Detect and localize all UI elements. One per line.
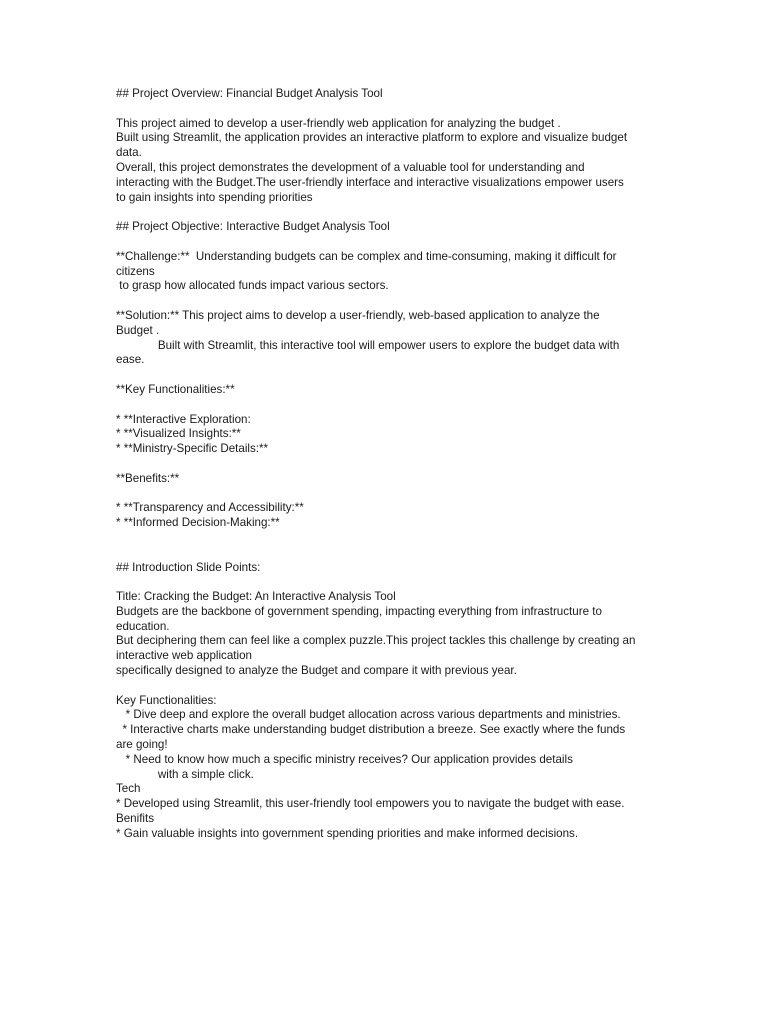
bold-label-line: **Solution:** This project aims to develop a user-friendly, web-based application to analyze the	[116, 308, 600, 322]
text-line: This project aimed to develop a user-friendly web application for analyzing the budget .	[116, 116, 561, 130]
bullet-line: * **Interactive Exploration:	[116, 412, 251, 426]
blank-line	[116, 487, 656, 502]
text-line: Budget .	[116, 323, 160, 337]
text-line: Title: Cracking the Budget: An Interactive Analysis Tool	[116, 590, 396, 604]
text-line: ease.	[116, 353, 145, 367]
blank-line	[116, 294, 656, 309]
blank-line	[116, 205, 656, 220]
bold-label-line: **Benefits:**	[116, 471, 180, 485]
bullet-line: * **Informed Decision-Making:**	[116, 516, 280, 530]
blank-line	[116, 398, 656, 413]
text-line: Built using Streamlit, the application provides an interactive platform to explore and visualize budget	[116, 131, 628, 145]
bullet-line: * Interactive charts make understanding budget distribution a breeze. See exactly where the funds	[116, 723, 626, 737]
text-line: to gain insights into spending priorities	[116, 190, 313, 204]
text-line: Built with Streamlit, this interactive tool will empower users to explore the budget data with	[116, 338, 620, 352]
blank-line	[116, 575, 656, 590]
bullet-line: * **Transparency and Accessibility:**	[116, 501, 304, 515]
blank-line	[116, 531, 656, 546]
bold-label-line: **Challenge:** Understanding budgets can be complex and time-consuming, making it difficult for	[116, 249, 617, 263]
text-line: interacting with the Budget.The user-friendly interface and interactive visualizations empower users	[116, 175, 624, 189]
text-line: Budgets are the backbone of government spending, impacting everything from infrastructure to	[116, 604, 602, 618]
blank-line	[116, 368, 656, 383]
text-line: education.	[116, 619, 170, 633]
text-line: citizens	[116, 264, 155, 278]
blank-line	[116, 457, 656, 472]
section-heading: ## Project Objective: Interactive Budget Analysis Tool	[116, 220, 390, 234]
text-line: Overall, this project demonstrates the development of a valuable tool for understanding and	[116, 160, 585, 174]
text-line: But deciphering them can feel like a complex puzzle.This project tackles this challenge by creating an	[116, 634, 636, 648]
bullet-line: * Dive deep and explore the overall budget allocation across various departments and ministries.	[116, 708, 621, 722]
bullet-line: * Need to know how much a specific ministry receives? Our application provides details	[116, 752, 573, 766]
section-heading: ## Project Overview: Financial Budget Analysis Tool	[116, 87, 383, 100]
blank-line	[116, 546, 656, 561]
document-body	[116, 87, 656, 842]
text-line: to grasp how allocated funds impact various sectors.	[116, 279, 389, 293]
text-line: are going!	[116, 738, 168, 752]
text-line: interactive web application	[116, 649, 252, 663]
blank-line	[116, 102, 656, 117]
bullet-line: * **Visualized Insights:**	[116, 427, 241, 441]
blank-line	[116, 679, 656, 694]
section-heading: ## Introduction Slide Points:	[116, 560, 261, 574]
bullet-line: * Developed using Streamlit, this user-friendly tool empowers you to navigate the budget with ease.	[116, 797, 625, 811]
text-line: Key Functionalities:	[116, 693, 217, 707]
text-line: data.	[116, 146, 142, 160]
text-line: specifically designed to analyze the Budget and compare it with previous year.	[116, 664, 517, 678]
blank-line	[116, 235, 656, 250]
text-line: with a simple click.	[116, 767, 254, 781]
text-line: Tech	[116, 782, 141, 796]
bullet-line: * Gain valuable insights into government spending priorities and make informed decisions.	[116, 826, 579, 840]
bold-label-line: **Key Functionalities:**	[116, 382, 235, 396]
text-line: Benifits	[116, 812, 155, 826]
bullet-line: * **Ministry-Specific Details:**	[116, 442, 269, 456]
